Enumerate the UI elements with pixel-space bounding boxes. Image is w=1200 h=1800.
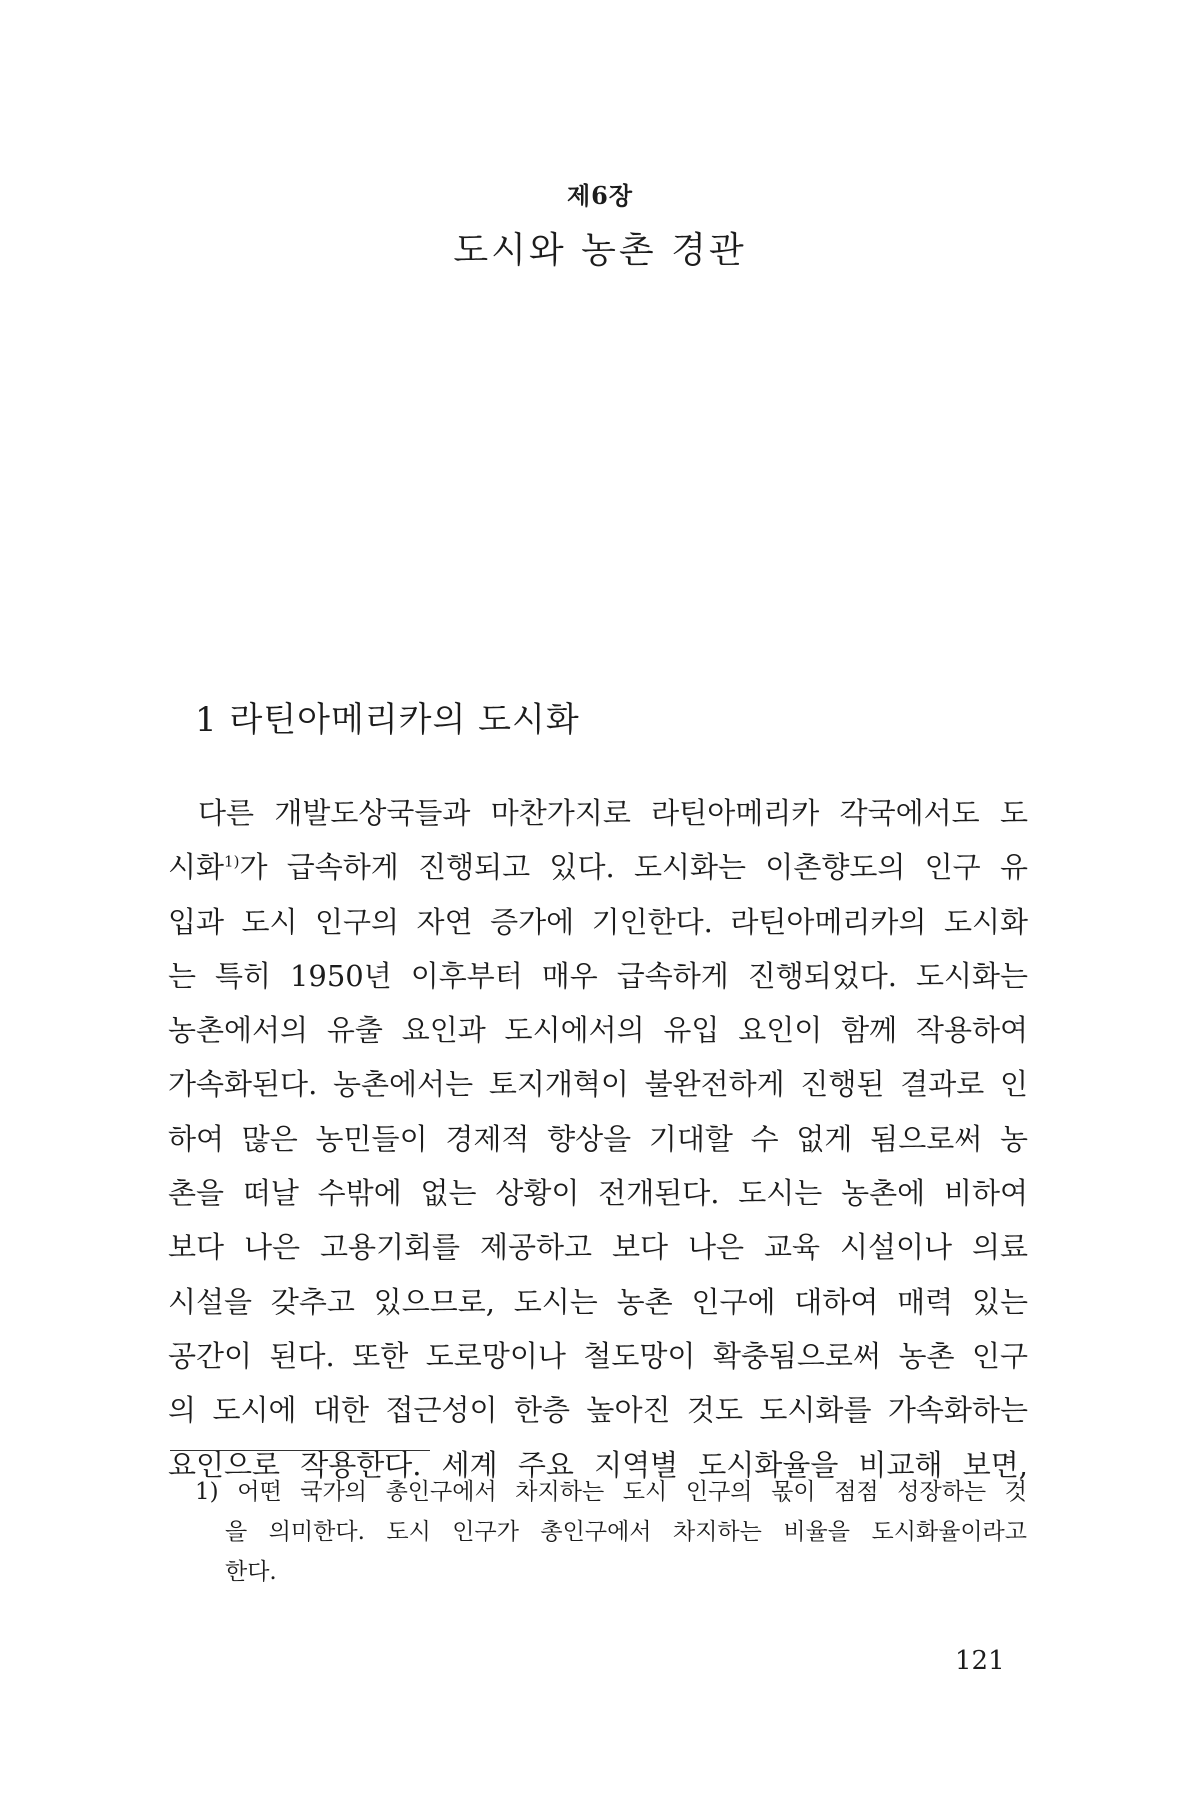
- footnote-divider: [170, 1450, 430, 1451]
- body-line: 촌을 떠날 수밖에 없는 상황이 전개된다. 도시는 농촌에 비하여: [168, 1176, 1028, 1211]
- page-number: 121: [955, 1646, 1005, 1676]
- body-line: 공간이 된다. 또한 도로망이나 철도망이 확충됨으로써 농촌 인구: [168, 1338, 1028, 1373]
- body-line: 시설을 갖추고 있으므로, 도시는 농촌 인구에 대하여 매력 있는: [168, 1284, 1028, 1319]
- footnote-marker[interactable]: 1): [224, 852, 240, 871]
- body-line: 하여 많은 농민들이 경제적 향상을 기대할 수 없게 됨으로써 농: [168, 1121, 1028, 1156]
- body-line: 요인으로 작용한다. 세계 주요 지역별 도시화율을 비교해 보면,: [168, 1447, 1028, 1482]
- body-line: 농촌에서의 유출 요인과 도시에서의 유입 요인이 함께 작용하여: [168, 1013, 1028, 1048]
- body-paragraph: [168, 786, 1028, 1492]
- chapter-number: 제6장: [566, 181, 634, 210]
- body-line: 는 특히 1950년 이후부터 매우 급속하게 진행되었다. 도시화는: [168, 958, 1028, 993]
- section-heading: 1 라틴아메리카의 도시화: [195, 700, 580, 740]
- body-line: 가속화된다. 농촌에서는 토지개혁이 불완전하게 진행된 결과로 인: [168, 1067, 1028, 1102]
- footnote-line: 1) 어떤 국가의 총인구에서 차지하는 도시 인구의 몫이 점점 성장하는 것: [195, 1479, 1027, 1505]
- body-line: 보다 나은 고용기회를 제공하고 보다 나은 교육 시설이나 의료: [168, 1230, 1028, 1265]
- body-line: 의 도시에 대한 접근성이 한층 높아진 것도 도시화를 가속화하는: [168, 1393, 1028, 1428]
- footnote: [195, 1472, 1027, 1592]
- footnote-line: 을 의미한다. 도시 인구가 총인구에서 차지하는 비율을 도시화율이라고: [225, 1519, 1027, 1545]
- body-line: 입과 도시 인구의 자연 증가에 기인한다. 라틴아메리카의 도시화: [168, 904, 1028, 939]
- footnote-line: 한다.: [225, 1559, 277, 1585]
- body-line: 시화$^{1)}$가 급속하게 진행되고 있다. 도시화는 이촌향도의 인구 유: [168, 850, 1028, 885]
- chapter-title: 도시와 농촌 경관: [453, 230, 747, 271]
- body-line: 다른 개발도상국들과 마찬가지로 라틴아메리카 각국에서도 도: [198, 796, 1028, 830]
